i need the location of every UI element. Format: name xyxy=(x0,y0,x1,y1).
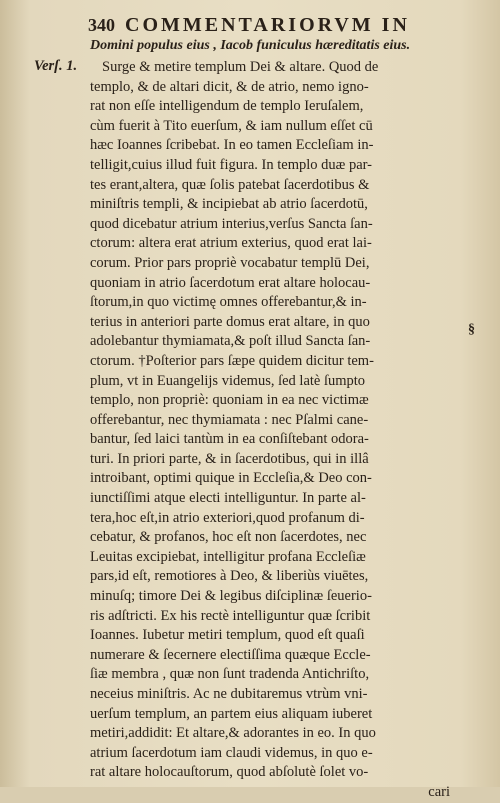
text-line: ris adſtricti. Ex his rectè intelliguntur quæ ſcribit xyxy=(90,607,371,624)
text-line: turi. In priori parte, & in ſacerdotibus, qui in illâ xyxy=(90,450,369,467)
text-line: atrium ſacerdotum iam claudi videmus, in quo e- xyxy=(90,744,373,761)
body-text xyxy=(90,58,450,803)
text-line: corum. Prior pars propriè vocabatur templū Dei, xyxy=(90,254,370,271)
text-line: templo, & de altari dicit, & de atrio, nemo igno- xyxy=(90,78,369,95)
text-line: Surge & metire templum Dei & altare. Quod de xyxy=(102,59,379,75)
text-line: Leuitas excipiebat, intelligitur profana Eccleſiæ xyxy=(90,548,366,565)
text-line: plum, vt in Euangelijs videmus, ſed latè ſumpto xyxy=(90,372,366,389)
text-line: pars,id eſt, remotiores à Deo, & liberiùs viuētes, xyxy=(90,568,369,585)
text-line: hæc Ioannes ſcribebat. In eo tamen Eccleſiam in- xyxy=(90,137,374,154)
margin-verse-marker: Verſ. 1. xyxy=(34,58,78,74)
verse-catchline: Domini populus eius , Iacob funiculus hæreditatis eius. xyxy=(90,38,411,53)
text-line: metiri,addidit: Et altare,& adorantes in eo. In quo xyxy=(90,725,376,742)
text-line: miniſtris templi, & incipiebat ab atrio ſacerdotū, xyxy=(90,196,368,213)
text-line: uerſum templum, an partem eius aliquam iuberet xyxy=(90,705,373,722)
text-line: ctorum. †Poſterior pars ſæpe quidem dicitur tem- xyxy=(90,352,374,369)
margin-section-sign: § xyxy=(468,322,475,337)
text-line: offerebantur, nec thymiamata : nec Pſalmi cane- xyxy=(90,411,369,428)
text-line: ſiæ membra , quæ non ſunt tradenda Antichriſto, xyxy=(90,666,370,683)
text-line: quod dicebatur atrium interius,verſus Sancta ſan- xyxy=(90,215,373,232)
text-line: neceius miniſtris. Ac ne dubitaremus vtrùm vni- xyxy=(90,686,368,702)
text-line: terius in anteriori parte domus erat altare, in quo xyxy=(90,313,370,330)
text-line: cebatur, & profanos, hoc eſt non ſacerdotes, nec xyxy=(90,529,367,546)
text-line: telligit,cuius illud fuit figura. In templo duæ par- xyxy=(90,156,373,173)
text-line: tes erant,altera, quæ ſolis patebat ſacerdotibus & xyxy=(90,176,370,193)
text-line: ſtorum,in quo victimę omnes offerebantur,& in- xyxy=(90,294,367,311)
text-line: adolebantur thymiamata,& poſt illud Sancta ſan- xyxy=(90,333,371,350)
text-line: rat altare holocauſtorum, quod abſolutè ſolet vo- xyxy=(90,764,369,781)
text-line: templo, non propriè: quoniam in ea nec victimæ xyxy=(90,392,369,409)
text-line: iunctiſſimi atque electi intelliguntur. In parte al- xyxy=(90,490,366,507)
catchword: cari xyxy=(428,783,450,800)
text-line: ctorum: altera erat atrium exterius, quod erat lai- xyxy=(90,235,372,252)
text-line: quoniam in atrio ſacerdotum erat altare holocau- xyxy=(90,274,371,291)
page-header xyxy=(88,14,470,38)
page-number: 340 xyxy=(88,15,115,35)
text-line: tera,hoc eſt,in atrio exteriori,quod profanum di- xyxy=(90,509,365,526)
text-line: Ioannes. Iubetur metiri templum, quod eſt quaſi xyxy=(90,627,365,644)
text-line: numerare & ſecernere electiſſima quæque Eccle- xyxy=(90,646,371,663)
text-line: rat non eſſe intelligendum de templo Ieruſalem, xyxy=(90,98,364,115)
text-line: introibant, optimi quique in Eccleſia,& Deo con- xyxy=(90,470,372,487)
running-head: COMMENTARIORVM IN xyxy=(125,14,410,36)
text-line: minuſq; timore Dei & legibus diſciplinæ ſeuerio- xyxy=(90,588,372,605)
text-line: cùm fuerit à Tito euerſum, & iam nullum eſſet cū xyxy=(90,117,373,134)
text-line: bantur, ſed laici tantùm in ea conſiſtebant odora- xyxy=(90,431,369,448)
